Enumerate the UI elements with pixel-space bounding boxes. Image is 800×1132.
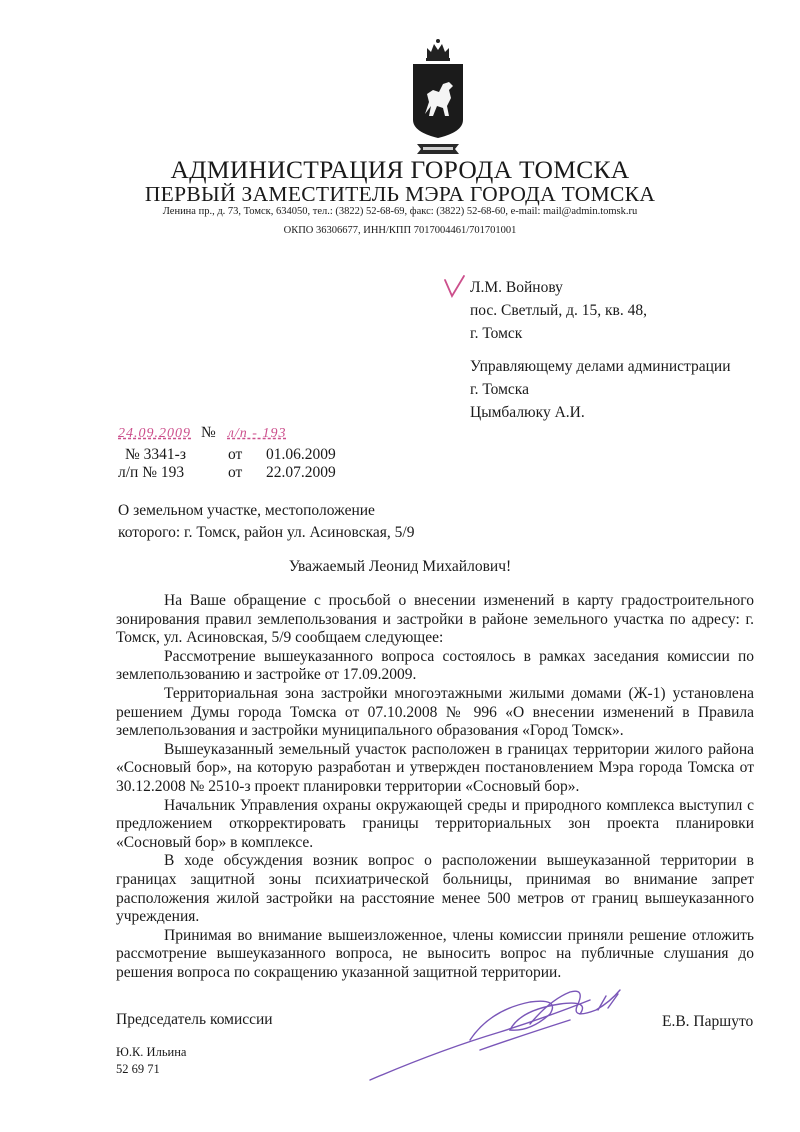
recipient-line: пос. Светлый, д. 15, кв. 48, [470, 302, 647, 319]
paragraph: Вышеуказанный земельный участок расположен в границах территории жилого района «Сосновый бор», на которую разработан и утвержден постановлением Мэра города Томска от 30.12.2008 № 2510-з проект планировки территории «Сосновый бор». [116, 740, 754, 795]
office-title: ПЕРВЫЙ ЗАМЕСТИТЕЛЬ МЭРА ГОРОДА ТОМСКА [144, 182, 656, 206]
recipient-block-1 [470, 276, 647, 345]
reference-number-1: № 3341-з [125, 446, 186, 463]
registration-stamp-line [118, 424, 358, 442]
recipient-line: Л.М. Войнову [470, 279, 563, 296]
paragraph: Принимая во внимание вышеизложенное, члены комиссии приняли решение отложить рассмотрение вышеуказанного вопроса, не выносить вопрос на публичные слушания до решения вопроса по сокращению указанной защитной территории. [116, 926, 754, 981]
recipient-line: Цымбалюку А.И. [470, 404, 585, 421]
paragraph: Территориальная зона застройки многоэтажными жилыми домами (Ж-1) установлена решением Думы города Томска от 07.10.2008 № 996 «О внесении изменений в Правила землепользования и застройки муниципального образования «Город Томск». [116, 684, 754, 740]
reference-date-1: 01.06.2009 [266, 446, 336, 463]
reference-date-2: 22.07.2009 [266, 464, 336, 481]
executor-block [116, 1044, 186, 1078]
paragraph: Начальник Управления охраны окружающей среды и природного комплекса выступил с предложением откорректировать границы территориальных зон проекта планировки «Сосновый бор» в комплексе. [116, 796, 754, 851]
executor-name: Ю.К. Ильина [116, 1045, 187, 1059]
reference-from-1: от [228, 446, 243, 463]
number-sign: № [201, 424, 216, 441]
paragraph: В ходе обсуждения возник вопрос о расположении вышеуказанной территории в границах защитной зоны психиатрической больницы, принимая во внимание запрет расположения жилой застройки на расстояние менее 500 метров от границ вышеуказанного учреждения. [116, 852, 754, 926]
handwritten-number: л/п - 193 [227, 426, 287, 441]
coat-of-arms-emblem [409, 36, 467, 158]
paragraph: Рассмотрение вышеуказанного вопроса состоялось в рамках заседания комиссии по землепользованию и застройке от 17.09.2009. [116, 647, 754, 684]
handwritten-signature [360, 980, 660, 1090]
registry-codes: ОКПО 36306677, ИНН/КПП 7017004461/701701001 [283, 225, 517, 236]
subject [118, 500, 415, 544]
handwritten-date: 24.09.2009 [118, 426, 191, 441]
checkmark-icon [442, 274, 468, 300]
reference-from-2: от [228, 464, 243, 481]
reference-number-2: л/п № 193 [118, 464, 185, 481]
paragraph: На Ваше обращение с просьбой о внесении изменений в карту градостроительного зонирования правил землепользования и застройки в районе земельного участка по адресу: г. Томск, ул. Асиновская, 5/9 сообщаем следующее: [116, 592, 754, 647]
subject-line: О земельном участке, местоположение [118, 502, 375, 519]
signer-name: Е.В. Паршуто [662, 1013, 754, 1030]
recipient-line: г. Томск [470, 325, 523, 342]
greeting: Уважаемый Леонид Михайлович! [288, 558, 512, 575]
letter-body [116, 592, 754, 982]
recipient-block-2 [470, 355, 731, 424]
organization-title: АДМИНИСТРАЦИЯ ГОРОДА ТОМСКА [170, 155, 630, 184]
recipient-line: г. Томска [470, 381, 529, 398]
executor-phone: 52 69 71 [116, 1062, 160, 1076]
contacts-line: Ленина пр., д. 73, Томск, 634050, тел.: (3822) 52-68-69, факс: (3822) 52-68-60, e-mail: mail@admin.tomsk.ru [162, 206, 638, 217]
subject-line: которого: г. Томск, район ул. Асиновская, 5/9 [118, 524, 415, 541]
signer-position: Председатель комиссии [116, 1011, 273, 1028]
recipient-line: Управляющему делами администрации [470, 358, 731, 375]
